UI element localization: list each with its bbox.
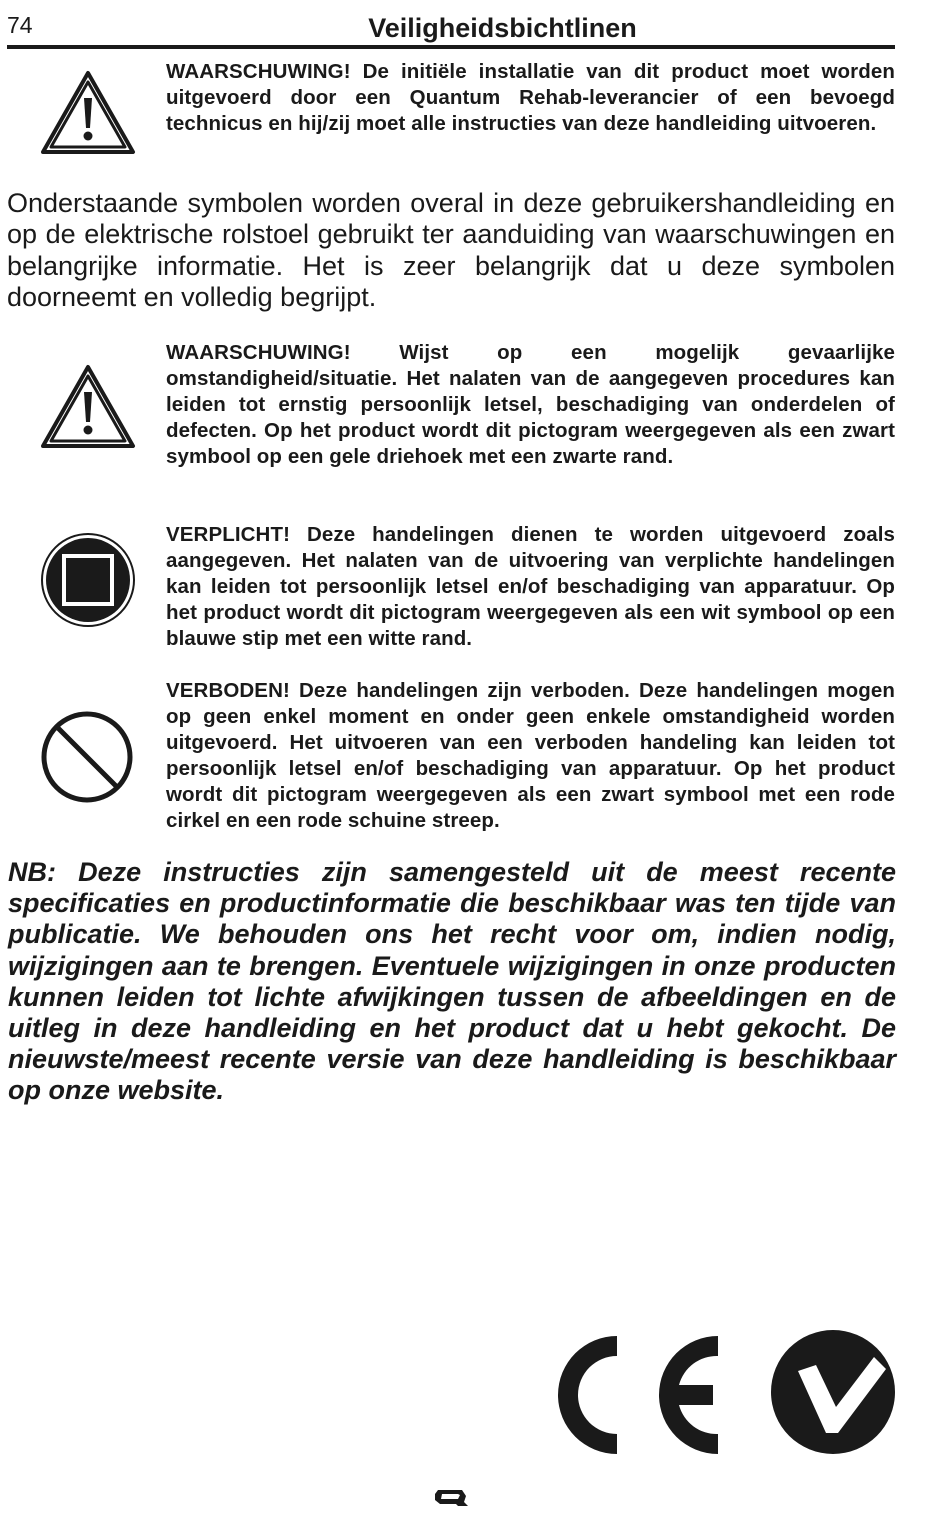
- page-number: 74: [7, 12, 33, 38]
- prohibited-text: VERBODEN! Deze handelingen zijn verboden. Deze handelingen mogen op geen enkel moment en onder geen enkele omstandigheid worden uitgevoerd. Het uitvoeren van een verboden handeling kan leiden tot persoonlijk letsel en/of beschadiging van apparatuur. Op het product wordt dit pictogram weergegeven als een zwart symbool met een rode cirkel en een rode schuine streep.: [166, 679, 895, 832]
- mandatory-text: VERPLICHT! Deze handelingen dienen te worden uitgevoerd zoals aangegeven. Het nalaten van de uitvoering van verplichte handelingen kan leiden tot persoonlijk letsel en/of beschadiging van apparatuur. Op het product wordt dit pictogram weergegeven als een wit symbool op een blauwe stip met een witte rand.: [166, 523, 895, 650]
- intro-paragraph: Onderstaande symbolen worden overal in deze gebruikershandleiding en op de elektrische rolstoel gebruikt ter aanduiding van waarschuwingen en belangrijke informatie. Het is zeer belangrijk dat u deze symbolen doorneemt en volledig begrijpt.: [7, 188, 895, 312]
- mandatory-square-icon: [40, 532, 136, 628]
- title-rule: [7, 45, 895, 49]
- page-title: Veiligheidsbichtlinen: [368, 13, 637, 43]
- prohibited-circle-icon: [40, 710, 134, 804]
- warning-triangle-icon: [40, 364, 136, 450]
- warning-triangle-icon: [40, 70, 136, 156]
- note-paragraph: NB: Deze instructies zijn samengesteld uit de meest recente specificaties en productinformatie die beschikbaar was ten tijde van publicatie. We behouden ons het recht voor om, indien nodig, wijzigingen aan te brengen. Eventuele wijzigingen in onze producten kunnen leiden tot lichte afwijkingen tussen de afbeeldingen en de uitleg in deze handleiding en het product dat u hebt gekocht. De nieuwste/meest recente versie van deze handleiding is beschikbaar op onze website.: [8, 857, 896, 1106]
- quantum-q-logo-icon: [432, 1488, 470, 1508]
- warning-text: WAARSCHUWING! Wijst op een mogelijk gevaarlijke omstandigheid/situatie. Het nalaten van de aangegeven procedures kan leiden tot ernstig persoonlijk letsel, beschadiging van onderdelen of defecten. Op het product wordt dit pictogram weergegeven als een zwart symbool op een gele driehoek met een zwarte rand.: [166, 341, 895, 468]
- install-warning-text: WAARSCHUWING! De initiële installatie van dit product moet worden uitgevoerd door een Quantum Rehab-leverancier of een bevoegd technicus en hij/zij moet alle instructies van deze handleiding uitvoeren.: [166, 60, 895, 135]
- rcm-check-mark-icon: [770, 1329, 896, 1455]
- ce-mark-icon: [555, 1336, 725, 1454]
